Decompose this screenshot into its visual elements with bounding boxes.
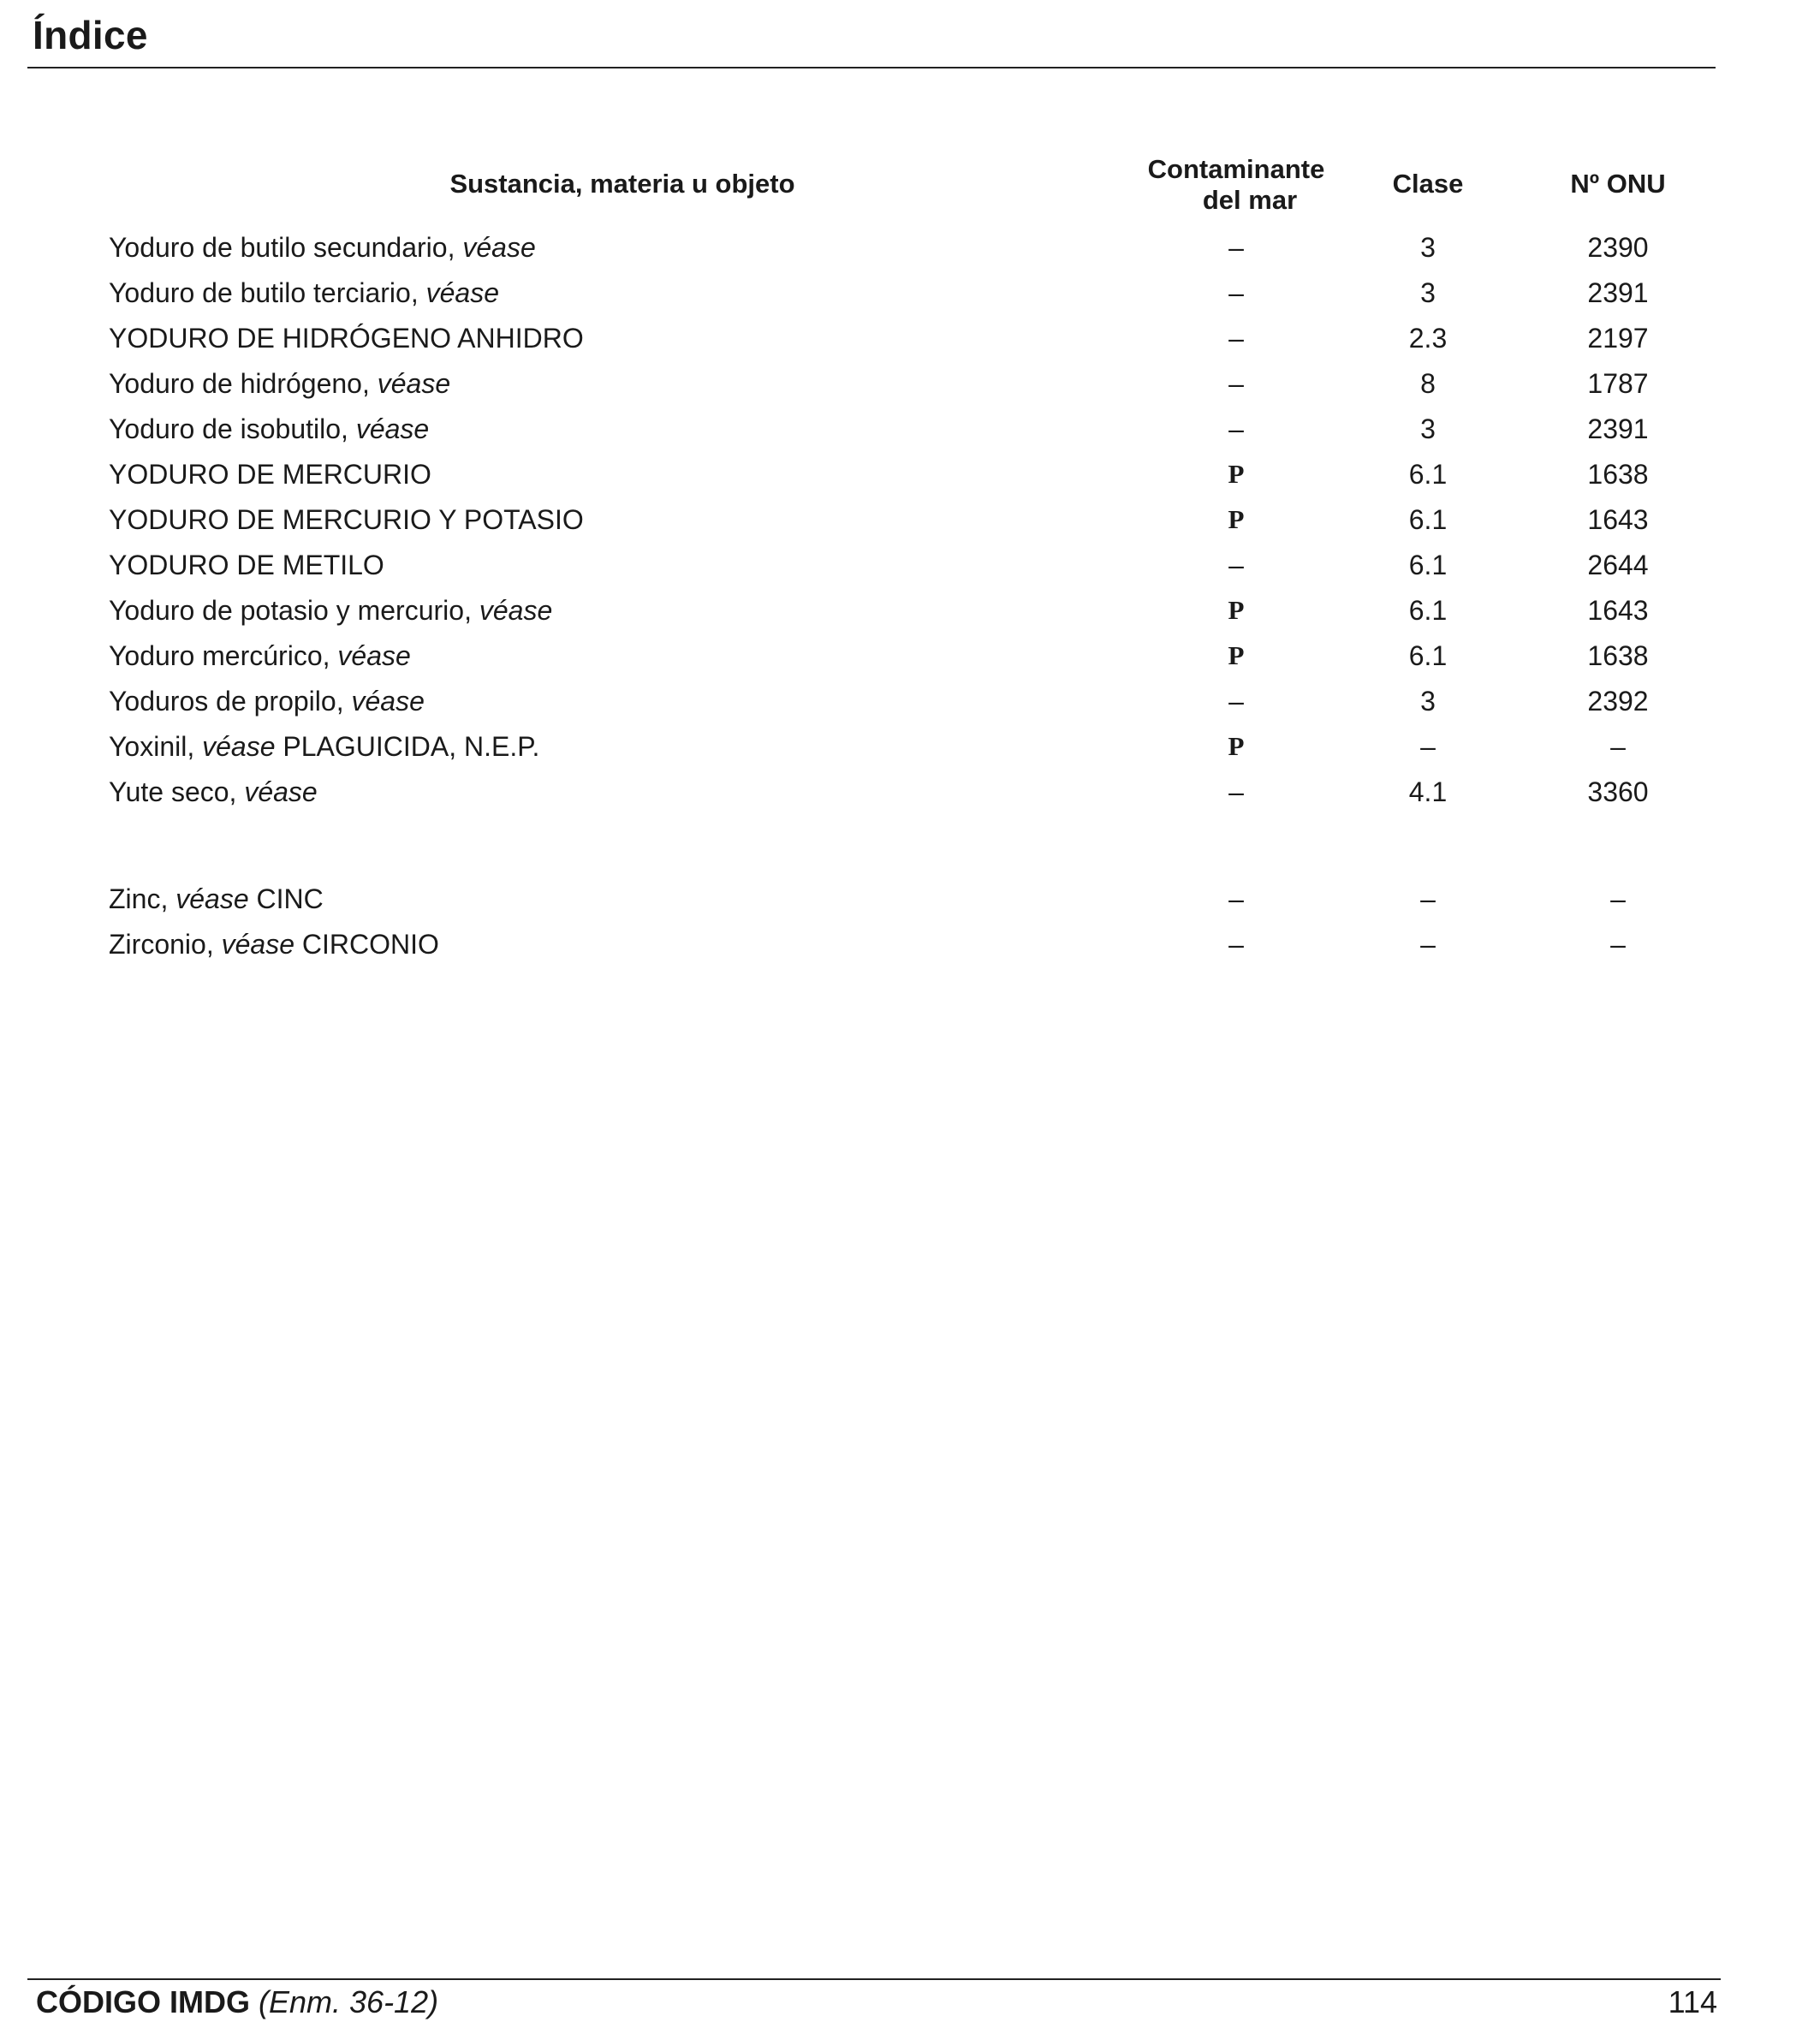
column-header-marine-pollutant-line2: del mar [1202, 185, 1298, 215]
title-divider [27, 67, 1716, 68]
name-text: Yoduros de propilo, [109, 686, 352, 717]
name-text: Yoduro de isobutilo, [109, 413, 356, 444]
name-text: Zirconio, [109, 929, 222, 960]
name-text: Yoduro de hidrógeno, [109, 368, 378, 399]
substance-name [109, 321, 584, 355]
table-row [0, 276, 1820, 310]
substance-name [109, 729, 539, 764]
name-text: YODURO DE METILO [109, 550, 384, 580]
marine-pollutant-value: P [1228, 731, 1245, 761]
table-row [0, 321, 1820, 355]
page-title: Índice [33, 13, 148, 57]
substance-name [109, 457, 431, 491]
marine-pollutant-value: – [1228, 368, 1244, 399]
footer-amendment: (Enm. 36-12) [259, 1984, 439, 2019]
un-number-value: 2197 [1587, 323, 1649, 354]
un-number-value: 3360 [1587, 776, 1649, 807]
un-number-value: 1638 [1587, 459, 1649, 490]
class-value: 6.1 [1408, 459, 1448, 490]
name-text: Yoduro de butilo secundario, [109, 232, 463, 263]
marine-pollutant-value: – [1228, 277, 1244, 308]
class-value: 6.1 [1408, 550, 1448, 580]
class-value: 6.1 [1408, 504, 1448, 535]
un-number-value: – [1610, 883, 1626, 914]
marine-pollutant-value: – [1228, 686, 1244, 717]
substance-name [109, 230, 536, 265]
table-row [0, 729, 1820, 764]
name-text: YODURO DE MERCURIO [109, 459, 431, 490]
un-number-value: 1638 [1587, 640, 1649, 671]
table-row [0, 503, 1820, 537]
marine-pollutant-value: P [1228, 504, 1245, 534]
marine-pollutant-value: P [1228, 459, 1245, 489]
column-header-substance: Sustancia, materia u objeto [449, 169, 795, 199]
name-text: Yoduro de potasio y mercurio, [109, 595, 479, 626]
substance-name [109, 882, 324, 916]
name-text: Zinc, [109, 883, 176, 914]
table-row [0, 366, 1820, 401]
name-italic: véase [462, 232, 536, 263]
class-value: 3 [1420, 413, 1436, 444]
class-value: 8 [1420, 368, 1436, 399]
substance-name [109, 593, 552, 627]
table-row [0, 927, 1820, 961]
table-row [0, 548, 1820, 582]
footer-divider [27, 1978, 1721, 1980]
class-value: 2.3 [1408, 323, 1448, 354]
un-number-value: – [1610, 731, 1626, 762]
footer-document-title [36, 1983, 438, 2021]
table-row [0, 593, 1820, 627]
un-number-value: 2644 [1587, 550, 1649, 580]
name-suffix: PLAGUICIDA, N.E.P. [275, 731, 540, 762]
table-row [0, 882, 1820, 916]
substance-name [109, 503, 584, 537]
name-text: Yoduro mercúrico, [109, 640, 338, 671]
marine-pollutant-value: – [1228, 413, 1244, 444]
name-text: Yoduro de butilo terciario, [109, 277, 426, 308]
name-text: Yute seco, [109, 776, 245, 807]
name-suffix: CINC [248, 883, 324, 914]
class-value: 6.1 [1408, 595, 1448, 626]
substance-name [109, 775, 318, 809]
substance-name [109, 548, 384, 582]
name-italic: véase [221, 929, 294, 960]
table-row [0, 230, 1820, 265]
name-text: Yoxinil, [109, 731, 203, 762]
class-value: – [1420, 929, 1436, 960]
marine-pollutant-value: – [1228, 883, 1244, 914]
un-number-value: 2391 [1587, 413, 1649, 444]
column-header-un-number: Nº ONU [1570, 169, 1666, 199]
marine-pollutant-value: – [1228, 232, 1244, 263]
column-header-class: Clase [1392, 169, 1464, 199]
marine-pollutant-value: – [1228, 550, 1244, 580]
table-row [0, 412, 1820, 446]
substance-name [109, 684, 425, 718]
marine-pollutant-value: – [1228, 776, 1244, 807]
table-row [0, 684, 1820, 718]
class-value: 4.1 [1408, 776, 1448, 807]
table-row [0, 639, 1820, 673]
name-italic: véase [479, 595, 553, 626]
name-italic: véase [337, 640, 411, 671]
marine-pollutant-value: P [1228, 640, 1245, 670]
un-number-value: 2392 [1587, 686, 1649, 717]
class-value: 3 [1420, 232, 1436, 263]
name-text: YODURO DE MERCURIO Y POTASIO [109, 504, 584, 535]
page-number: 114 [1668, 1984, 1717, 2019]
un-number-value: 1643 [1587, 595, 1649, 626]
class-value: – [1420, 731, 1436, 762]
name-italic: véase [244, 776, 318, 807]
class-value: 3 [1420, 686, 1436, 717]
name-suffix: CIRCONIO [294, 929, 439, 960]
name-italic: véase [425, 277, 499, 308]
name-italic: véase [377, 368, 451, 399]
un-number-value: 1643 [1587, 504, 1649, 535]
marine-pollutant-value: – [1228, 929, 1244, 960]
table-row [0, 457, 1820, 491]
name-italic: véase [351, 686, 425, 717]
un-number-value: 1787 [1587, 368, 1649, 399]
substance-name [109, 276, 499, 310]
footer-code: CÓDIGO IMDG [36, 1984, 250, 2019]
substance-name [109, 639, 411, 673]
substance-name [109, 366, 450, 401]
class-value: – [1420, 883, 1436, 914]
column-header-marine-pollutant [1121, 154, 1352, 216]
un-number-value: – [1610, 929, 1626, 960]
class-value: 6.1 [1408, 640, 1448, 671]
substance-name [109, 412, 429, 446]
table-row [0, 775, 1820, 809]
name-italic: véase [202, 731, 276, 762]
marine-pollutant-value: – [1228, 323, 1244, 354]
un-number-value: 2391 [1587, 277, 1649, 308]
un-number-value: 2390 [1587, 232, 1649, 263]
column-header-marine-pollutant-line1: Contaminante [1147, 154, 1325, 184]
name-italic: véase [175, 883, 249, 914]
name-text: YODURO DE HIDRÓGENO ANHIDRO [109, 323, 584, 354]
substance-name [109, 927, 439, 961]
name-italic: véase [355, 413, 430, 444]
marine-pollutant-value: P [1228, 595, 1245, 625]
class-value: 3 [1420, 277, 1436, 308]
